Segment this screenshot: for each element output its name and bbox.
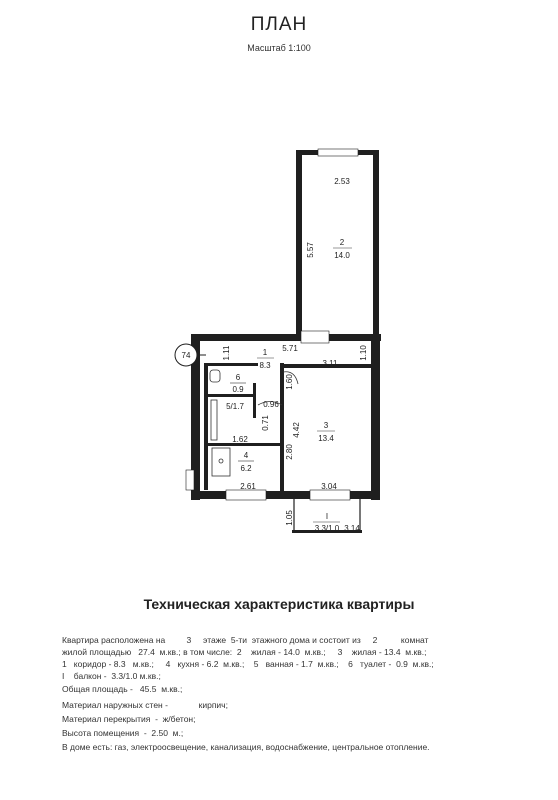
tech-heading: Техническая характеристика квартиры [143,596,415,612]
spec-line-9: В доме есть: газ, электроосвещение, канализация, водоснабжение, центральное отопление. [62,742,430,752]
spec-line-3: 1 коридор - 8.3 м.кв.; 4 кухня - 6.2 м.кв.; 5 ванная - 1.7 м.кв.; 6 туалет - 0.9 м.кв.; [62,659,434,669]
dim-0-96: 0.96 [263,400,279,409]
room-4-number: 4 [243,451,249,460]
room-3-number: 3 [323,421,329,430]
dim-5-71: 5.71 [282,344,298,353]
spec-line-2: жилой площадью 27.4 м.кв.; в том числе: 2 жилая - 14.0 м.кв.; 3 жилая - 13.4 м.кв.; [62,647,427,657]
spec-line-5: Общая площадь - 45.5 м.кв.; [62,684,183,694]
spec-line-6: Материал наружных стен - кирпич; [62,700,228,710]
room-2-area: 14.0 [334,251,350,260]
room-6-number: 6 [235,373,241,382]
dim-5-57: 5.57 [306,242,315,258]
room-2-number: 2 [339,238,345,247]
room-1-number: 1 [262,348,268,357]
dim-3-14: 3.14 [344,524,360,533]
plan-scale: Масштаб 1:100 [247,43,311,53]
room-1-area: 8.3 [259,361,271,370]
spec-line-7: Материал перекрытия - ж/бетон; [62,714,196,724]
dimension-labels [222,177,368,533]
plan-title: ПЛАН [250,14,308,35]
spec-line-8: Высота помещения - 2.50 м.; [62,728,184,738]
marker-circle [175,344,206,366]
dim-2-61: 2.61 [240,482,256,491]
room-3-area: 13.4 [318,434,334,443]
marker-label: 74 [181,351,191,360]
dim-3-04: 3.04 [321,482,337,491]
spec-line-1: Квартира расположена на 3 этаже 5-ти этажного дома и состоит из 2 комнат [62,635,429,645]
dim-2-80: 2.80 [285,444,294,460]
dim-4-42: 4.42 [292,422,301,438]
plan-windows [186,149,358,500]
balcony-number: I [325,512,329,521]
dim-1-60: 1.60 [285,374,294,390]
dim-3-11: 3.11 [322,359,338,368]
room-6-area: 0.9 [232,385,244,394]
room-5-label: 5/1.7 [226,402,244,411]
room-4-area: 6.2 [240,464,252,473]
dim-1-11: 1.11 [222,345,231,361]
balcony-area: 3.3/1.0 [314,524,340,533]
spec-line-4: I балкон - 3.3/1.0 м.кв.; [62,671,161,681]
dim-1-10: 1.10 [359,345,368,361]
dim-0-71: 0.71 [261,415,270,431]
dim-1-05: 1.05 [285,510,294,526]
dim-1-62: 1.62 [232,435,248,444]
dim-2-53: 2.53 [334,177,350,186]
